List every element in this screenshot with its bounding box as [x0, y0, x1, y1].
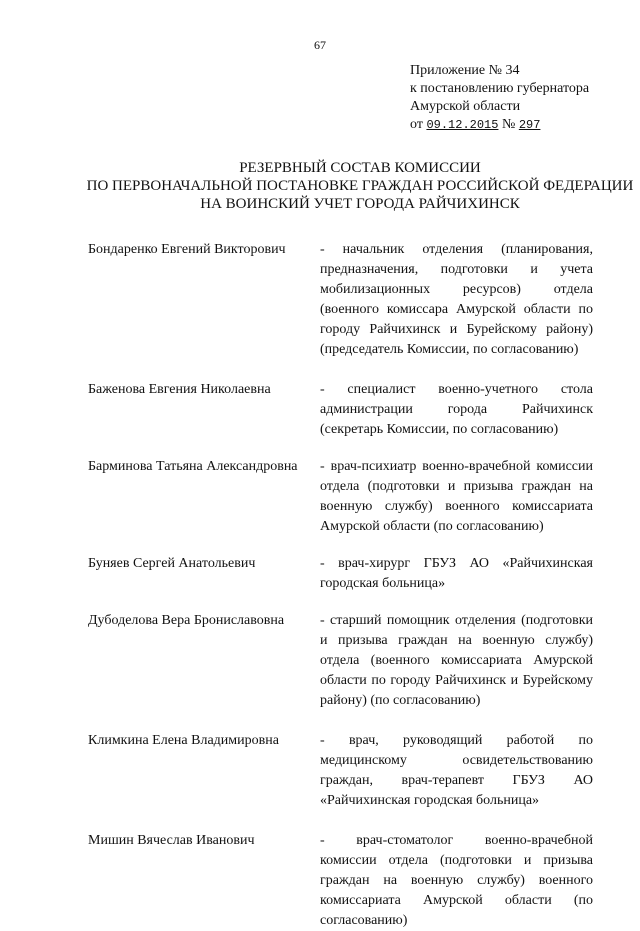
member-description: - врач, руководящий работой по медицинскому освидетельствованию граждан, врач-терапевт ГБУЗ АО «Райчихинская городская больница» [320, 733, 593, 808]
title-line-2: ПО ПЕРВОНАЧАЛЬНОЙ ПОСТАНОВКЕ ГРАЖДАН РОССИЙСКОЙ ФЕДЕРАЦИИ [86, 178, 634, 194]
appendix-date: 09.12.2015 [426, 118, 499, 132]
member-description: - специалист военно-учетного стола администрации города Райчихинск (секретарь Комиссии, по согласованию) [320, 382, 593, 437]
title-line-3: НА ВОИНСКИЙ УЧЕТ ГОРОДА РАЙЧИХИНСК [200, 196, 520, 212]
appendix-line-2: к постановлению губернатора [410, 81, 590, 96]
member-list [88, 240, 608, 931]
page-number: 67 [314, 38, 326, 52]
appendix-line-3: Амурской области [410, 99, 521, 114]
member-description: - старший помощник отделения (подготовки и призыва граждан на военную службу) отдела (военного комиссариата Амурской области по городу Райчихинск и Бурейскому району) (по согласованию) [320, 613, 593, 708]
member-row [88, 554, 608, 594]
member-row [88, 731, 608, 811]
title-line-1: РЕЗЕРВНЫЙ СОСТАВ КОМИССИИ [239, 160, 481, 176]
member-name: Баженова Евгения Николаевна [88, 382, 271, 397]
appendix-line-1: Приложение № 34 [410, 63, 520, 78]
member-name: Буняев Сергей Анатольевич [88, 556, 256, 571]
member-row [88, 457, 608, 537]
number-prefix: № [501, 117, 516, 132]
appendix-number: 297 [518, 118, 541, 132]
document-title [60, 159, 640, 213]
member-row [88, 611, 608, 711]
member-description: - врач-психиатр военно-врачебной комиссии отдела (подготовки и призыва граждан на военную службу) военного комиссариата Амурской области (по согласованию) [320, 459, 593, 534]
member-row [88, 240, 608, 360]
member-name: Климкина Елена Владимировна [88, 733, 279, 748]
member-description: - начальник отделения (планирования, предназначения, подготовки и учета мобилизационных ресурсов) отдела (военного комиссара Амурской области по городу Райчихинск и Бурейскому району) (председатель Комиссии, по согласованию) [320, 242, 593, 357]
member-description: - врач-стоматолог военно-врачебной комиссии отдела (подготовки и призыва граждан на военную службу) военного комиссариата Амурской области (по согласованию) [320, 833, 593, 928]
date-prefix: от [410, 117, 423, 132]
appendix-block [410, 62, 620, 134]
member-name: Мишин Вячеслав Иванович [88, 833, 255, 848]
appendix-date-line [410, 116, 620, 134]
member-name: Бондаренко Евгений Викторович [88, 242, 286, 257]
member-description: - врач-хирург ГБУЗ АО «Райчихинская городская больница» [320, 556, 593, 591]
member-row [88, 831, 608, 931]
member-row [88, 380, 608, 440]
member-name: Дубоделова Вера Брониславовна [88, 613, 285, 628]
member-name: Барминова Татьяна Александровна [88, 459, 298, 474]
